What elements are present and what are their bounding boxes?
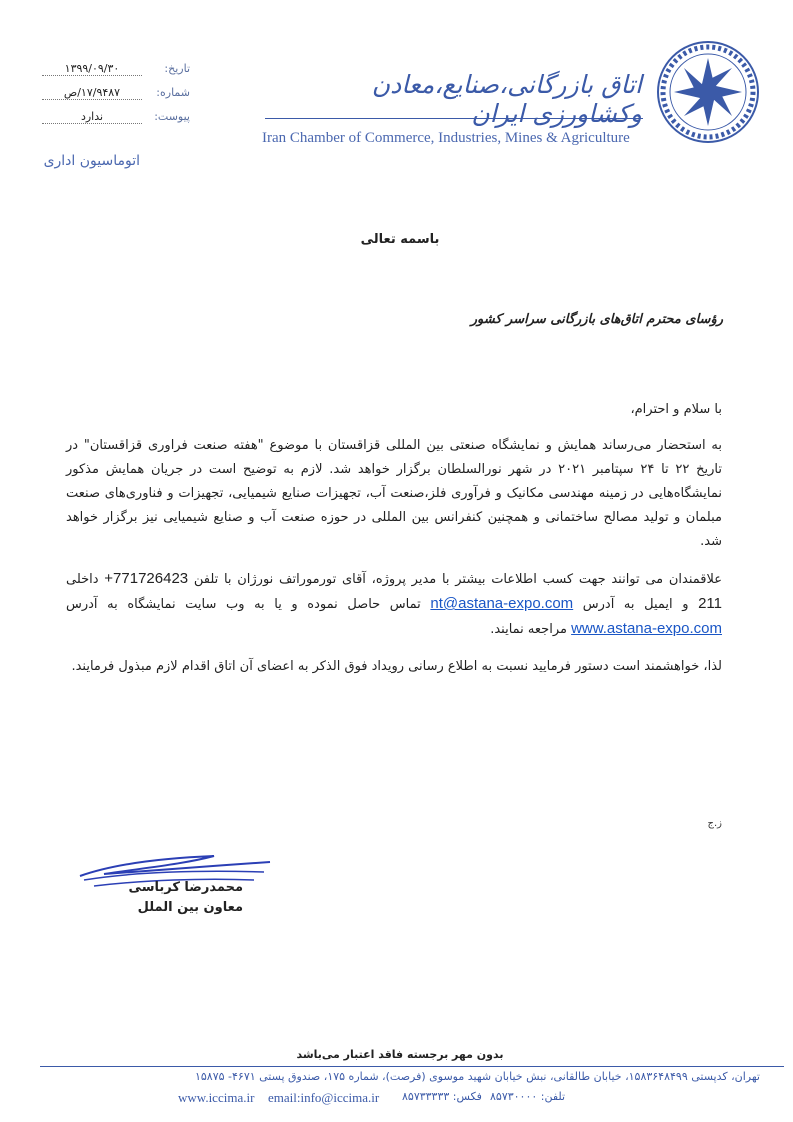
chamber-logo	[656, 40, 760, 144]
number-label: شماره:	[156, 86, 190, 99]
date-label: تاریخ:	[164, 62, 190, 75]
salutation: رؤسای محترم اتاق‌های بازرگانی سراسر کشور	[470, 312, 723, 327]
contact-extension: 211	[698, 595, 722, 612]
paragraph-1: به استحضار می‌رساند همایش و نمایشگاه صنعتی بین المللی قزاقستان با موضوع "هفته صنعت فراوری قزاقستان" در تاریخ ۲۲ تا ۲۴ سپتامبر ۲۰۲۱ در شهر نورالسلطان برگزار خواهد شد. لازم به توضیح است در جریان همایش مذکور نمایشگاه‌هایی در زمینه مهندسی مکانیک و فرآوری فلز،صنعت آب، تجهیزات صنایع شیمیایی، تجهیزات و فناوری‌های صنعت مبلمان و تولید مصالح ساختمانی و همچنین کنفرانس بین المللی در حوزه صنعت آب و صنایع شیمیایی نیز برگزار خواهد شد.	[66, 438, 723, 549]
paragraph-2	[66, 567, 722, 642]
brand-name-fa: اتاق بازرگانی،صنایع،معادن وکشاورزی ایران	[371, 70, 642, 128]
footer-divider	[40, 1066, 784, 1067]
letter-body	[66, 398, 722, 692]
footer-phone: تلفن: ۸۵۷۳۰۰۰۰	[490, 1090, 566, 1103]
para2-text-c: و ایمیل به آدرس	[582, 597, 689, 612]
para2-text-a: علاقمندان می توانند جهت کسب اطلاعات بیشتر با مدیر پروژه، آقای تورموراتف نورژان با تلفن	[193, 572, 722, 587]
automation-label: اتوماسیون اداری	[43, 153, 140, 169]
attachment-label: پیوست:	[154, 110, 190, 123]
para2-text-d: تماس حاصل نموده و یا به وب سایت نمایشگاه به آدرس	[66, 597, 421, 612]
no-stamp-notice: بدون مهر برجسته فاقد اعتبار می‌باشد	[296, 1048, 504, 1061]
para2-text-e: مراجعه نمایند.	[490, 622, 567, 637]
website-link[interactable]: www.astana-expo.com	[571, 620, 722, 637]
paragraph-3: لذا، خواهشمند است دستور فرمایید نسبت به اطلاع رسانی رویداد فوق الذکر به اعضای آن اتاق اقدام لازم مبذول فرمایند.	[71, 659, 722, 674]
footer-website[interactable]: www.iccima.ir	[178, 1090, 255, 1105]
signer-name: محمدرضا کرباسی	[128, 880, 243, 895]
attachment-value: ندارد	[42, 110, 142, 124]
brand-name-en: Iran Chamber of Commerce, Industries, Mines & Agriculture	[262, 130, 630, 146]
date-field	[40, 62, 190, 78]
footer-address: تهران، کدپستی ۱۵۸۳۶۴۸۴۹۹، خیابان طالقانی، نبش خیابان شهید موسوی (فرصت)، شماره ۱۷۵، صندوق پستی ۴۶۷۱- ۱۵۸۷۵	[194, 1070, 760, 1083]
footer-fax: فکس: ۸۵۷۳۳۳۳۳	[402, 1090, 482, 1103]
email-link[interactable]: nt@astana-expo.com	[430, 595, 574, 612]
attachment-field	[40, 110, 190, 126]
basmala: باسمه تعالی	[360, 232, 440, 247]
number-value: ۱۷/۹۴۸۷/ص	[42, 86, 142, 100]
greeting: با سلام و احترام،	[630, 402, 722, 417]
footer-contact	[170, 1090, 590, 1106]
para2-text-b: داخلی	[66, 572, 99, 587]
initials: ز.ج	[707, 818, 722, 829]
contact-phone: +771726423	[104, 570, 189, 587]
number-field	[40, 86, 190, 102]
signer-title: معاون بین الملل	[137, 900, 243, 915]
date-value: ۱۳۹۹/۰۹/۳۰	[42, 62, 142, 76]
brand-divider	[265, 118, 643, 119]
footer-email[interactable]: email:info@iccima.ir	[268, 1090, 380, 1105]
